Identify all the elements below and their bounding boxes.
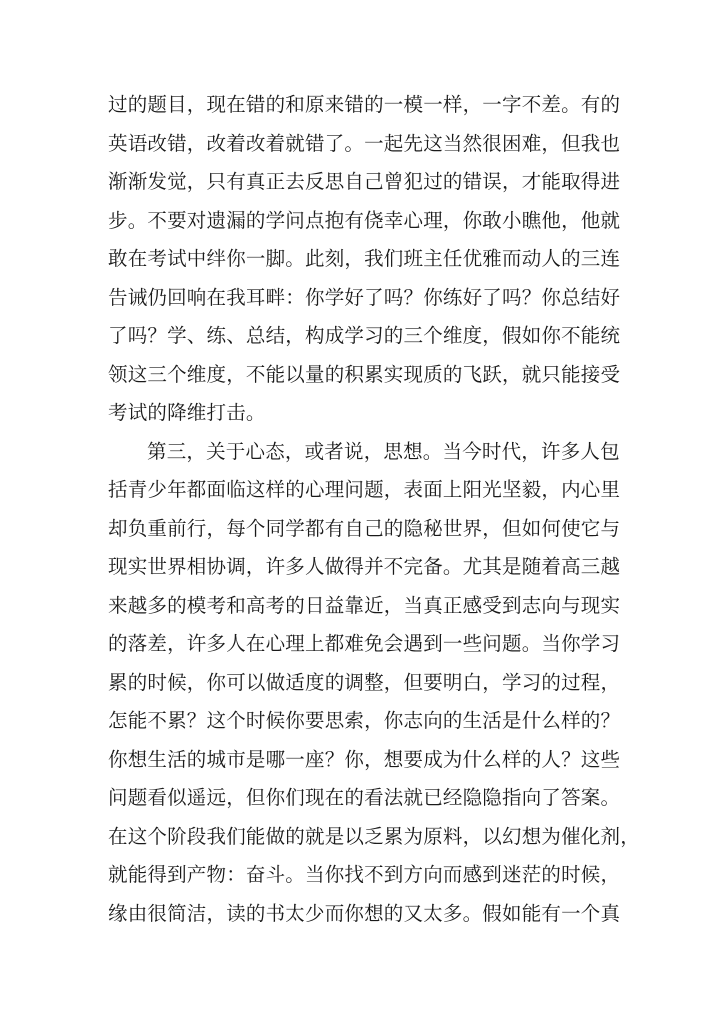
text-line: 步。不要对遗漏的学问点抱有侥幸心理，你敢小瞧他，他就 [108, 208, 621, 232]
text-line: 渐渐发觉，只有真正去反思自己曾犯过的错误，才能取得进 [108, 170, 621, 193]
text-line: 你想生活的城市是哪一座？你，想要成为什么样的人？这些 [108, 747, 621, 771]
text-line: 缘由很简洁，读的书太少而你想的又太多。假如能有一个真 [108, 901, 621, 925]
text-line: 考试的降维打击。 [108, 401, 266, 424]
text-line: 就能得到产物：奋斗。当你找不到方向而感到迷茫的时候， [108, 863, 621, 886]
text-line: 却负重前行，每个同学都有自己的隐秘世界，但如何使它与 [108, 516, 621, 540]
text-line: 领这三个维度，不能以量的积累实现质的飞跃，就只能接受 [108, 362, 621, 386]
text-line: 过的题目，现在错的和原来错的一模一样，一字不差。有的 [108, 93, 621, 116]
text-line: 来越多的模考和高考的日益靠近，当真正感受到志向与现实 [108, 593, 621, 617]
text-line: 的落差，许多人在心理上都难免会遇到一些问题。当你学习 [108, 632, 621, 655]
paragraph-1 [108, 86, 621, 433]
text-line: 敢在考试中绊你一脚。此刻，我们班主任优雅而动人的三连 [108, 247, 621, 270]
text-line: 括青少年都面临这样的心理问题，表面上阳光坚毅，内心里 [108, 478, 621, 501]
paragraph-2 [108, 433, 640, 934]
text-line: 在这个阶段我们能做的就是以乏累为原料，以幻想为催化剂， [108, 824, 640, 848]
document-body [108, 86, 640, 933]
text-line: 问题看似遥远，但你们现在的看法就已经隐隐指向了答案。 [108, 786, 621, 809]
text-line: 了吗？学、练、总结，构成学习的三个维度，假如你不能统 [108, 324, 621, 347]
text-line: 告诫仍回响在我耳畔：你学好了吗？你练好了吗？你总结好 [108, 285, 621, 309]
text-line: 现实世界相协调，许多人做得并不完备。尤其是随着高三越 [108, 555, 621, 578]
text-line-indented: 第三，关于心态，或者说，思想。当今时代，许多人包 [147, 439, 620, 463]
text-line: 累的时候，你可以做适度的调整，但要明白，学习的过程， [108, 670, 621, 694]
text-line: 怎能不累？这个时候你要思索，你志向的生活是什么样的？ [108, 709, 621, 732]
text-line: 英语改错，改着改着就错了。一起先这当然很困难，但我也 [108, 131, 621, 155]
